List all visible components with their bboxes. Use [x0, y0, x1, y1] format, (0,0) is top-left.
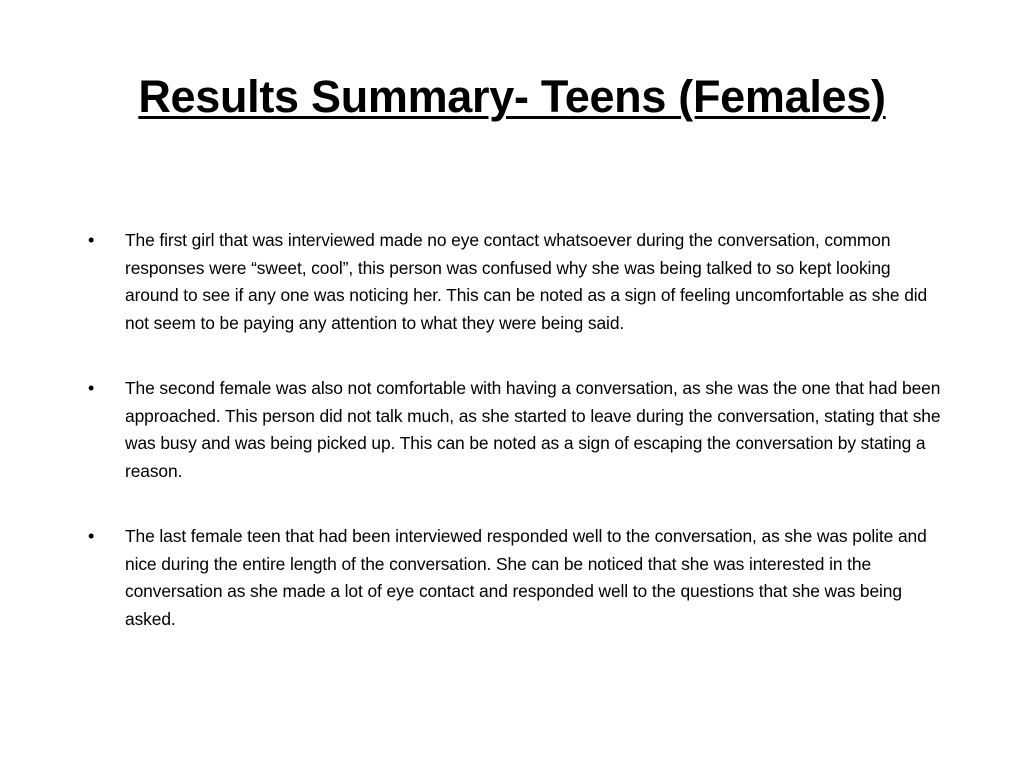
bullet-item: [88, 227, 948, 337]
bullet-icon: •: [88, 378, 95, 398]
bullet-text: The first girl that was interviewed made no eye contact whatsoever during the conversation, common responses were “sweet, cool”, this person was confused why she was being talked to so kept looking around to see if any one was noticing her. This can be noted as a sign of feeling uncomfortable as she did not seem to be paying any attention to what they were being said.: [125, 230, 928, 333]
bullet-item: [88, 523, 948, 633]
bullet-icon: •: [88, 526, 95, 546]
bullet-item: [88, 375, 948, 485]
bullet-text: The last female teen that had been interviewed responded well to the conversation, as she was polite and nice during the entire length of the conversation. She can be noticed that she was interested in the conversation as she made a lot of eye contact and responded well to the questions that she was being asked.: [125, 526, 927, 629]
slide-title: Results Summary- Teens (Females): [138, 71, 886, 122]
bullet-icon: •: [88, 230, 95, 250]
bullet-list: [88, 227, 948, 671]
bullet-text: The second female was also not comfortable with having a conversation, as she was the one that had been approached. This person did not talk much, as she started to leave during the conversation, stating that she was busy and was being picked up. This can be noted as a sign of escaping the conversation by stating a reason.: [125, 378, 941, 481]
